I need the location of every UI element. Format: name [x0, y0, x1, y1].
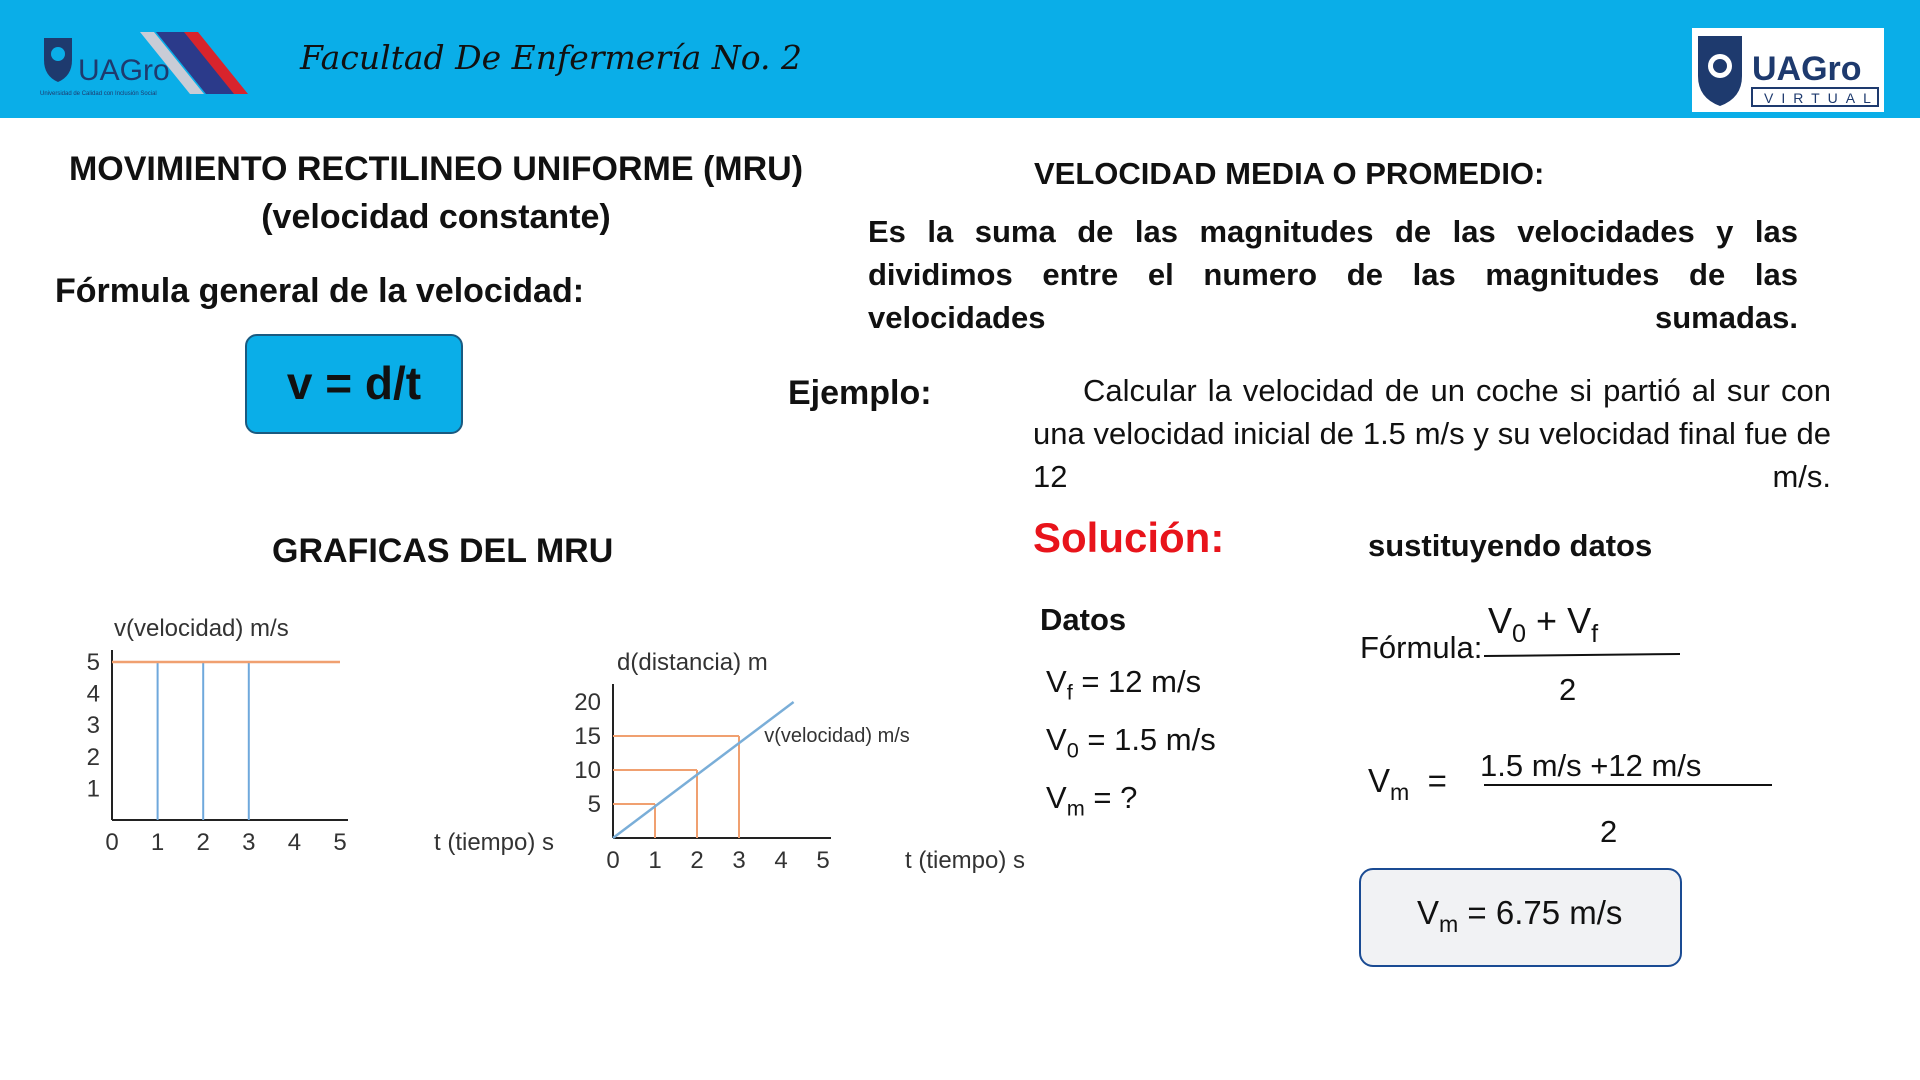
y-tick-label: 1: [86, 775, 100, 803]
header-bar: [0, 0, 1920, 118]
formula-numerator: $V_0 + V_f$: [1488, 600, 1599, 648]
datum-final-velocity: $V_f = 12$ m/s: [1046, 664, 1202, 705]
x-tick-label: 3: [732, 847, 746, 874]
substitution-lhs: $V_m$ =: [1368, 762, 1447, 806]
x-tick-label: 5: [333, 829, 347, 856]
y-axis-label: d(distancia) m: [617, 649, 768, 676]
faculty-title: Facultad De Enfermería No. 2: [300, 38, 802, 77]
example-label: Ejemplo:: [788, 374, 932, 412]
x-tick-label: 1: [150, 829, 165, 856]
x-tick-label: 2: [196, 829, 210, 856]
x-axis-label: t (tiempo) s: [434, 829, 555, 856]
y-axis-label: v(velocidad) m/s: [114, 615, 289, 642]
y-tick-label: 4: [86, 680, 100, 708]
velocity-formula-box: [245, 334, 463, 434]
average-velocity-heading: VELOCIDAD MEDIA O PROMEDIO:: [1034, 156, 1545, 191]
average-velocity-definition: Es la suma de las magnitudes de las velocidades y las dividimos entre el numero de las magnitudes de las velocidades sumadas.: [868, 214, 1798, 335]
y-tick-label: 20: [574, 689, 601, 716]
formula-denominator: 2: [1559, 672, 1577, 707]
y-tick-label: 15: [574, 723, 601, 750]
uagro-logo-left: [36, 28, 250, 98]
x-tick-label: 4: [287, 829, 302, 856]
substitution-numerator: 1.5 m/s +12 m/s: [1480, 748, 1702, 783]
example-text: Calcular la velocidad de un coche si partió al sur con una velocidad inicial de 1.5 m/s y su velocidad final fue de 12 m/s.: [1033, 373, 1831, 494]
result-value: $V_m = 6.75$ m/s: [1417, 894, 1623, 938]
y-tick-label: 5: [86, 649, 100, 676]
x-tick-label: 0: [606, 847, 620, 874]
formula-heading: Fórmula general de la velocidad:: [55, 272, 585, 310]
mru-title-line2: (velocidad constante): [261, 198, 611, 236]
velocity-time-chart: [50, 600, 555, 870]
y-tick-label: 3: [86, 712, 100, 740]
x-tick-label: 3: [242, 829, 256, 856]
logo-right-sub: VIRTUAL: [1764, 90, 1879, 106]
substitution-fraction-bar: [1484, 784, 1772, 786]
datum-initial-velocity: $V_0 = 1.5$ m/s: [1046, 722, 1216, 763]
distance-line-label: v(velocidad) m/s: [764, 725, 910, 747]
y-tick-label: 5: [587, 791, 601, 818]
velocity-formula: v = d/t: [286, 357, 422, 409]
y-tick-label: 10: [574, 757, 601, 784]
uagro-virtual-logo: [1692, 28, 1884, 112]
result-box: [1359, 868, 1682, 967]
logo-left-tagline: Universidad de Calidad con Inclusión Social: [40, 91, 157, 97]
substituting-label: sustituyendo datos: [1368, 528, 1653, 563]
solution-label: Solución:: [1033, 514, 1225, 561]
datum-mean-velocity: $V_m$ = ?: [1046, 780, 1138, 821]
datos-label: Datos: [1040, 602, 1127, 637]
y-tick-label: 2: [86, 743, 100, 771]
formula-label: Fórmula:: [1360, 630, 1483, 665]
x-axis-label: t (tiempo) s: [905, 847, 1026, 874]
formula-fraction-bar: [1484, 653, 1680, 657]
mru-title-line1: MOVIMIENTO RECTILINEO UNIFORME (MRU): [68, 150, 804, 188]
x-tick-label: 5: [816, 847, 830, 874]
x-tick-label: 4: [774, 847, 788, 874]
substitution-denominator: 2: [1600, 814, 1618, 849]
x-tick-label: 0: [105, 829, 119, 856]
logo-left-text: UAGro: [78, 54, 170, 87]
x-tick-label: 1: [648, 847, 662, 874]
graphs-heading: GRAFICAS DEL MRU: [272, 532, 614, 570]
logo-right-text: UAGro: [1752, 50, 1862, 88]
x-tick-label: 2: [690, 847, 704, 874]
distance-time-chart: [560, 640, 1026, 900]
